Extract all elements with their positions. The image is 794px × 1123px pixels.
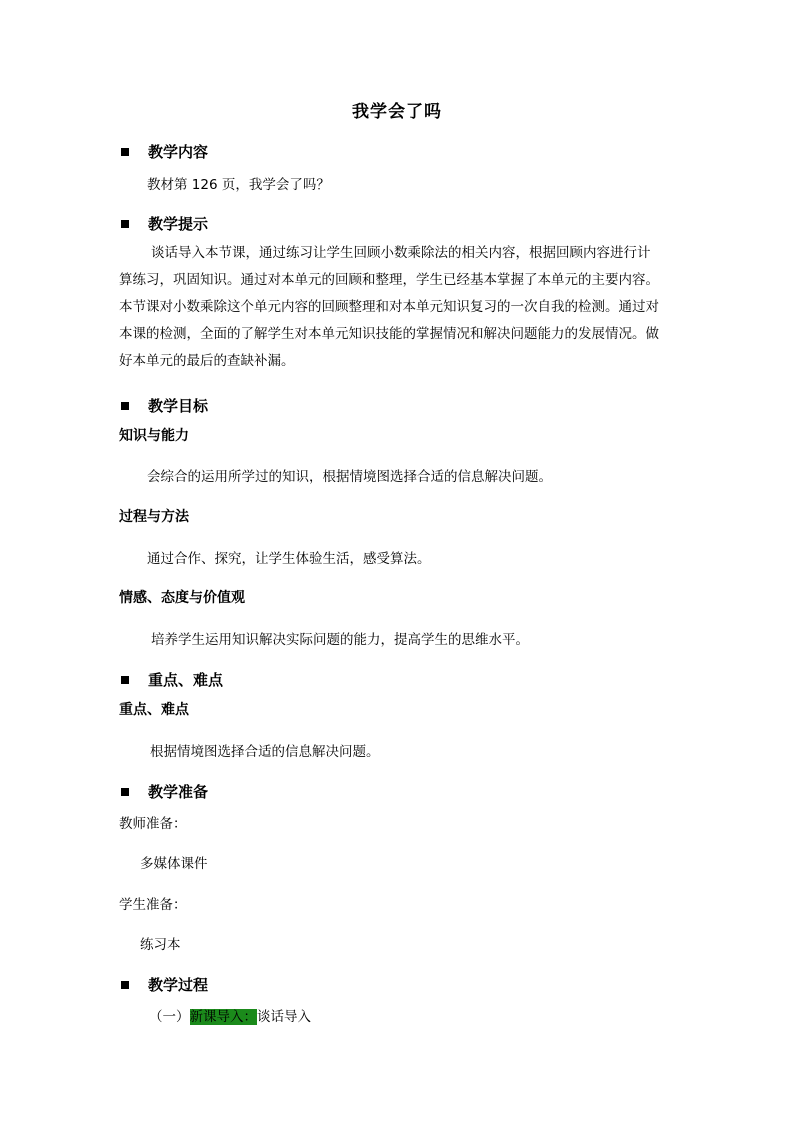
subheading-process: 过程与方法 xyxy=(119,509,189,525)
hint-paragraph xyxy=(119,243,689,378)
process-text: 通过合作、探究，让学生体验生活，感受算法。 xyxy=(147,551,431,567)
square-bullet-icon xyxy=(121,981,129,989)
section-heading-text: 教学准备 xyxy=(148,783,209,801)
emotion-text: 培养学生运用知识解决实际问题的能力，提高学生的思维水平。 xyxy=(151,632,529,648)
paragraph-line: 本课的检测，全面的了解学生对本单元知识技能的掌握情况和解决问题能力的发展情况。做 xyxy=(119,326,659,342)
section-heading-hint xyxy=(121,213,208,234)
section-heading-goals xyxy=(121,395,208,416)
section-heading-text: 教学目标 xyxy=(148,397,209,415)
square-bullet-icon xyxy=(121,402,129,410)
key-text: 根据情境图选择合适的信息解决问题。 xyxy=(150,744,380,760)
paragraph-line: 算练习，巩固知识。通过对本单元的回顾和整理，学生已经基本掌握了本单元的主要内容。 xyxy=(119,272,659,288)
section-heading-content xyxy=(121,141,208,162)
student-prep-label: 学生准备： xyxy=(119,897,187,913)
square-bullet-icon xyxy=(121,788,129,796)
subheading-emotion: 情感、态度与价值观 xyxy=(119,590,245,606)
section-heading-process xyxy=(121,974,208,995)
square-bullet-icon xyxy=(121,676,129,684)
paragraph-line: 好本单元的最后的查缺补漏。 xyxy=(119,353,295,369)
paragraph-line: 谈话导入本节课，通过练习让学生回顾小数乘除法的相关内容，根据回顾内容进行计 xyxy=(151,245,651,261)
step-prefix: （一） xyxy=(149,1009,190,1025)
document-title: 我学会了吗 xyxy=(352,102,442,122)
square-bullet-icon xyxy=(121,220,129,228)
step-text: 谈话导入 xyxy=(257,1009,311,1025)
knowledge-text: 会综合的运用所学过的知识，根据情境图选择合适的信息解决问题。 xyxy=(147,469,552,485)
subheading-key: 重点、难点 xyxy=(119,702,189,718)
square-bullet-icon xyxy=(121,148,129,156)
section-heading-text: 教学过程 xyxy=(148,976,209,994)
process-step-1 xyxy=(149,1005,311,1025)
section-heading-prep xyxy=(121,781,208,802)
section-heading-text: 教学提示 xyxy=(148,215,209,233)
section-heading-key xyxy=(121,669,223,690)
section-heading-text: 教学内容 xyxy=(148,143,209,161)
paragraph-line: 本节课对小数乘除这个单元内容的回顾整理和对本单元知识复习的一次自我的检测。通过对 xyxy=(119,299,659,315)
teacher-prep-text: 多媒体课件 xyxy=(140,856,208,872)
teacher-prep-label: 教师准备： xyxy=(119,816,187,832)
content-text: 教材第 126 页，我学会了吗？ xyxy=(147,177,330,193)
highlighted-label: 新课导入： xyxy=(189,1009,257,1025)
subheading-knowledge: 知识与能力 xyxy=(119,428,189,444)
student-prep-text: 练习本 xyxy=(140,937,181,953)
section-heading-text: 重点、难点 xyxy=(148,671,224,689)
